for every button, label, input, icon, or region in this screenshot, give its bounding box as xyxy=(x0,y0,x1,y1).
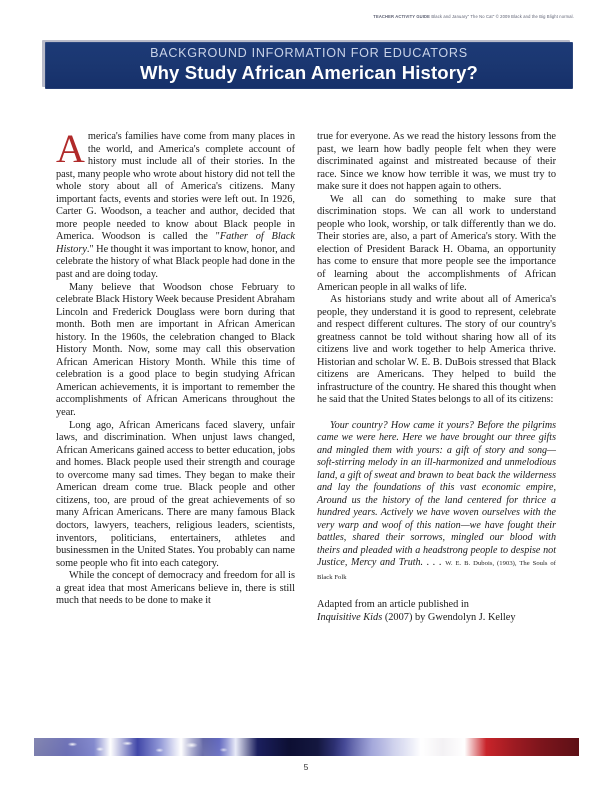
pull-quote-text: Your country? How came it yours? Before the pilgrims came we were here. Here we have brought our three gifts and mingled them with yours: a gift of story and song—soft-stirring melody in an ill-harmonized and unmelodious land, a gift of sweat and brawn to beat back the wilderness and lay the foundations of this vast economic empire, Around us the history of the land centered for thrice a hundred years. Actively we have woven ourselves with the very warp and woof of this nation—we have fought their battles, shared their sorrows, mingled our blood with theirs and pleaded with a headstrong people to despise not Justice, Mercy and Truth. . . . xyxy=(317,419,556,569)
attribution xyxy=(317,599,556,625)
book-title-father-of-black-history: Father of Black History xyxy=(56,231,295,255)
page-number: 5 xyxy=(303,762,309,772)
banner-kicker: BACKGROUND INFORMATION FOR EDUCATORS xyxy=(150,46,468,61)
body-columns xyxy=(56,126,556,676)
paragraph-left-1 xyxy=(56,126,295,282)
running-head-bold: TEACHER ACTIVITY GUIDE xyxy=(373,14,431,19)
left-column xyxy=(56,126,295,676)
attribution-line-2-tail: (2007) by Gwendolyn J. Kelley xyxy=(382,611,516,623)
american-flag-footer-graphic xyxy=(34,738,579,756)
flag-sheen xyxy=(34,738,579,756)
pull-quote-citation: W. E. B. Dubois, (1903), The Souls of Black Folk xyxy=(317,560,556,581)
paragraph-right-3: As historians study and write about all of America's people, they understand it is good to represent, celebrate and respect different cultures. The story of our country's greatness cannot be told without sharing how all of its citizens live and work together to help America thrive. Historian and scholar W. E. B. DuBois stressed that Black citizens are Americans. They helped to build the infrastructure of the country. He shared this thought when he said that the United States belongs to all of its citizens: xyxy=(317,294,556,406)
pull-quote xyxy=(317,420,556,585)
running-head xyxy=(373,14,574,19)
paragraph-left-1-text: merica's families have come from many places in the world, and America's complete account of history must include all of their stories. In the past, many people who wrote about history did not tell the whole story about all of America's citizens. Many important facts, events and stories were left out. In 1926, Carter G. Woodson, a teacher and author, decided that more people needed to know about Black people in America. Woodson is called the " xyxy=(56,131,295,243)
paragraph-right-1: true for everyone. As we read the history lessons from the past, we learn how badly people felt when they were discriminated against and mistreated because of their race. Since we know how terrible it was, we must try to make sure it does not happen again to others. xyxy=(317,131,556,193)
paragraph-left-2: Many believe that Woodson chose February to celebrate Black History Week because President Abraham Lincoln and Frederick Douglass were born during that month. Both men are important in African American history. In the 1960s, the celebration changed to Black History Month. Now, some may call this observation African American History Month. While this time of celebration is a good place to begin studying African American achievements, it is important to remember the accomplishments of African Americans throughout the year. xyxy=(56,281,295,419)
page-title: Why Study African American History? xyxy=(140,62,478,84)
paragraph-left-3: Long ago, African Americans faced slavery, unfair laws, and discrimination. When unjust laws changed, African Americans gained access to better education, jobs and homes. Black people used their strength and courage to overcome many sad times. They began to make their American dream come true. Black people and other citizens, too, are proud of the great achievements of so many African Americans. There are many famous Black doctors, lawyers, teachers, religious leaders, scientists, inventors, politicians, entertainers, athletes and businessmen in the United States. You probably can name some people who fit into each category. xyxy=(56,419,295,569)
paragraph-left-4: While the concept of democracy and freedom for all is a great idea that most Americans believe in, there is still much that needs to be done to make it xyxy=(56,570,295,607)
running-head-rest: Black and January" The No Cat" © 2009 Black and the Big Blight normal. xyxy=(430,14,574,19)
page-banner xyxy=(45,42,573,89)
drop-cap: A xyxy=(56,126,85,171)
paragraph-left-1-tail: ." He thought it was important to know, honor, and celebrate the history of what Black people had done in the past and are doing today. xyxy=(56,243,295,281)
attribution-line-1: Adapted from an article published in xyxy=(317,599,469,611)
banner-body xyxy=(45,42,573,89)
paragraph-right-2: We all can do something to make sure that discrimination stops. We can all work to understand people who look, worship, or talk differently than we do. Their stories are, also, a part of America's story. With the election of President Barack H. Obama, an opportunity has come to ensure that more people see the importance of learning about the accomplishments of African American people in all walks of life. xyxy=(317,193,556,293)
right-column xyxy=(317,131,556,676)
attribution-source-title: Inquisitive Kids xyxy=(317,611,383,623)
